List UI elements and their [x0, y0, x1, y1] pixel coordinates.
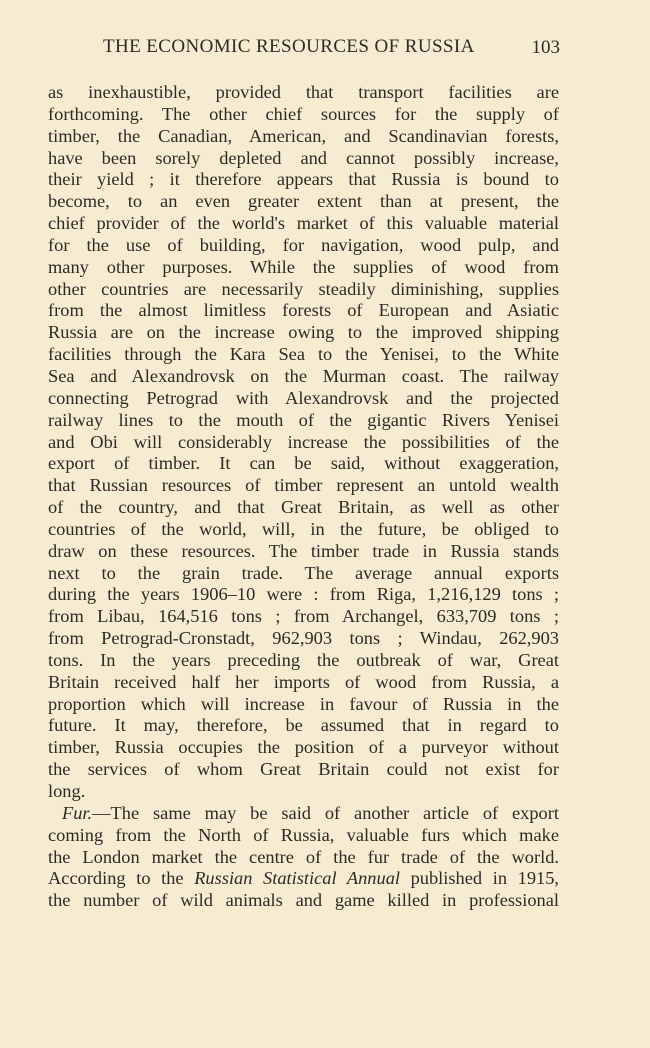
text-line: the London market the centre of the fur trade of the world. — [48, 846, 559, 867]
text-line: during the years 1906–10 were : from Riga, 1,216,129 tons ; — [48, 584, 559, 605]
text-line: from Petrograd-Cronstadt, 962,903 tons ; Windau, 262,903 — [48, 628, 559, 649]
text-line: from Libau, 164,516 tons ; from Archangel, 633,709 tons ; — [48, 606, 559, 627]
text-line: Russia are on the increase owing to the improved shipping — [48, 322, 559, 343]
text-line: become, to an even greater extent than at present, the — [48, 191, 559, 212]
text-line: the services of whom Great Britain could not exist for — [48, 759, 559, 780]
text-line: railway lines to the mouth of the gigantic Rivers Yenisei — [48, 409, 559, 430]
book-title-reference: Russian Statistical Annual — [194, 868, 400, 889]
text-line: of the country, and that Great Britain, as well as other — [48, 497, 559, 518]
text-line: proportion which will increase in favour of Russia in the — [48, 693, 559, 714]
text-line: Sea and Alexandrovsk on the Murman coast. The railway — [48, 365, 559, 386]
page-number: 103 — [531, 37, 560, 58]
body-text — [48, 82, 559, 912]
text-line: timber, Russia occupies the position of a purveyor without — [48, 737, 559, 758]
text-line: forthcoming. The other chief sources for the supply of — [48, 103, 559, 124]
paragraph-end-line: long. — [48, 781, 86, 801]
text-line: the number of wild animals and game killed in professional — [48, 890, 559, 911]
running-head — [48, 36, 560, 62]
text-line: facilities through the Kara Sea to the Yenisei, to the White — [48, 344, 559, 365]
annual-prefix: According to the — [48, 868, 195, 889]
text-line: from the almost limitless forests of European and Asiatic — [48, 300, 559, 321]
text-line: Britain received half her imports of wood from Russia, a — [48, 671, 559, 692]
text-line: and Obi will considerably increase the possibilities of the — [48, 431, 559, 452]
annual-suffix: published in 1915, — [400, 868, 559, 889]
fur-line-text: —The same may be said of another article of export — [92, 802, 559, 823]
text-line: timber, the Canadian, American, and Scandinavian forests, — [48, 125, 559, 146]
text-line: coming from the North of Russia, valuable furs which make — [48, 824, 559, 845]
text-line: that Russian resources of timber represent an untold wealth — [48, 475, 559, 496]
text-line: many other purposes. While the supplies of wood from — [48, 256, 559, 277]
running-title: THE ECONOMIC RESOURCES OF RUSSIA — [103, 36, 475, 57]
text-line: other countries are necessarily steadily diminishing, supplies — [48, 278, 559, 299]
fur-paragraph-first-line — [48, 803, 559, 825]
text-line: their yield ; it therefore appears that Russia is bound to — [48, 169, 559, 190]
text-line: chief provider of the world's market of this valuable material — [48, 213, 559, 234]
text-line: tons. In the years preceding the outbreak of war, Great — [48, 649, 559, 670]
text-line: draw on these resources. The timber trade in Russia stands — [48, 540, 559, 561]
text-line: next to the grain trade. The average annual exports — [48, 562, 559, 583]
fur-heading: Fur. — [62, 802, 93, 823]
text-line: as inexhaustible, provided that transport facilities are — [48, 82, 559, 102]
text-line: export of timber. It can be said, without exaggeration, — [48, 453, 559, 474]
text-line: countries of the world, will, in the future, be obliged to — [48, 518, 559, 539]
text-line: future. It may, therefore, be assumed that in regard to — [48, 715, 559, 736]
text-line: connecting Petrograd with Alexandrovsk and the projected — [48, 387, 559, 408]
text-line: have been sorely depleted and cannot possibly increase, — [48, 147, 559, 168]
text-line: for the use of building, for navigation, wood pulp, and — [48, 234, 559, 255]
annual-line — [48, 868, 559, 890]
